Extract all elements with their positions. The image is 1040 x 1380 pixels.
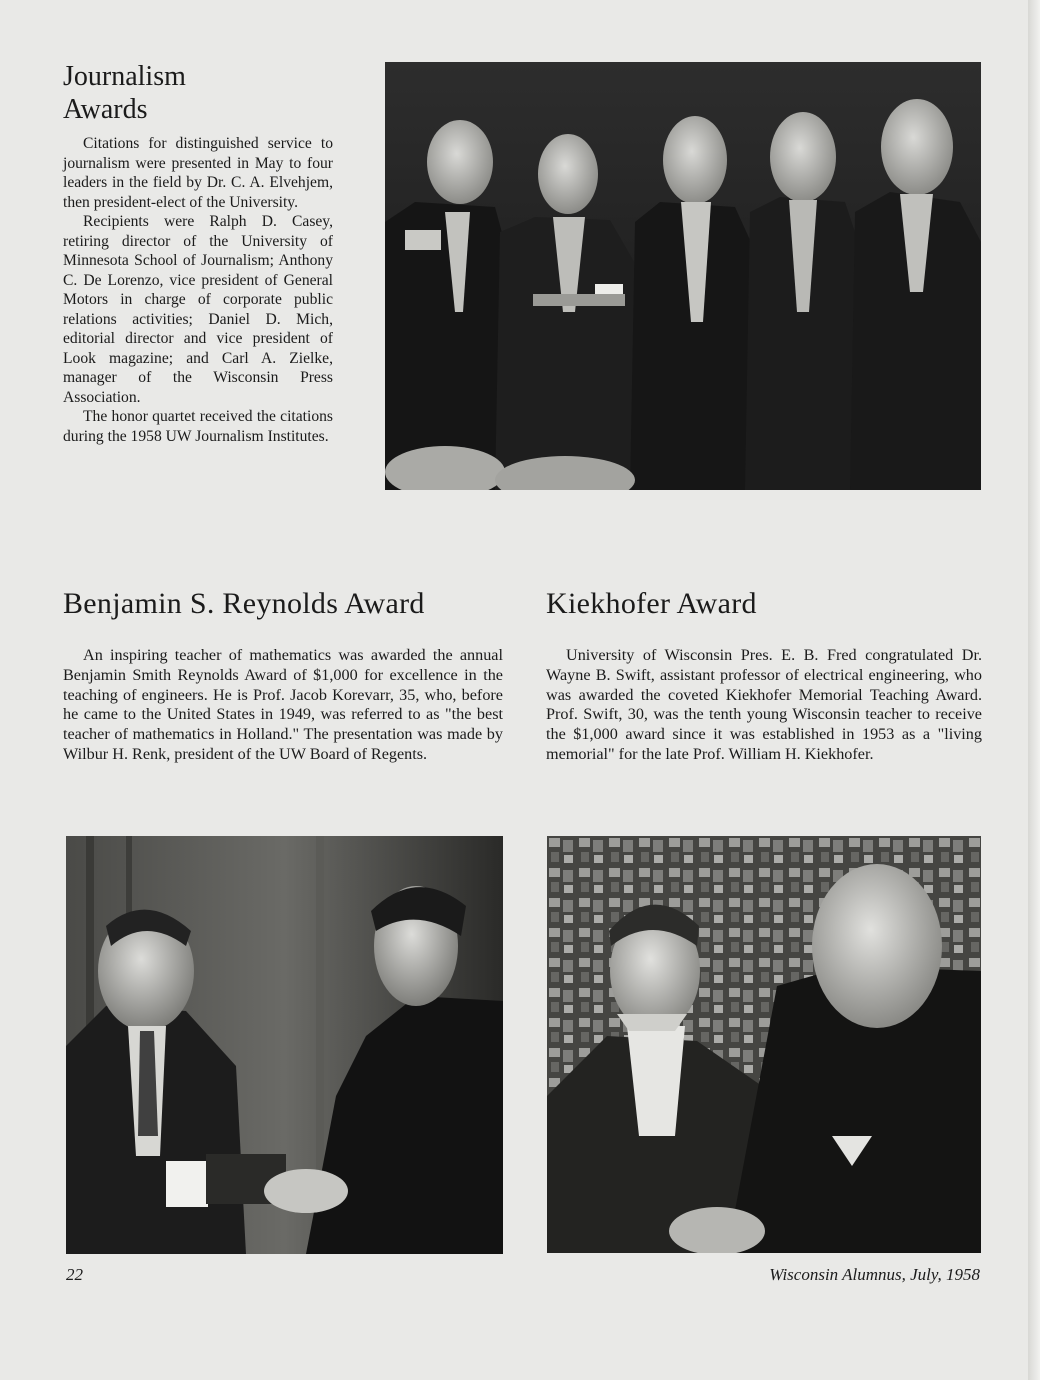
- journalism-title-line2: Awards: [63, 94, 148, 125]
- publication-line: Wisconsin Alumnus, July, 1958: [769, 1265, 980, 1284]
- journalism-paragraph-1: Citations for distinguished service to journalism were presented in May to four leaders in the field by Dr. C. A. Elvehjem, then president-elect of the University.: [63, 135, 333, 211]
- journalism-paragraph-2: Recipients were Ralph D. Casey, retiring director of the University of Minnesota School of Journalism; Anthony C. De Lorenzo, vice president of General Motors in charge of corporate public relations activities; Daniel D. Mich, editorial director and vice president of Look magazine; and Carl A. Zielke, manager of the Wisconsin Press Association.: [63, 213, 333, 406]
- journalism-group-photo: [385, 62, 981, 490]
- kiekhofer-heading: Kiekhofer Award: [546, 587, 757, 620]
- reynolds-text: An inspiring teacher of mathematics was awarded the annual Benjamin Smith Reynolds Award of $1,000 for excellence in the teaching of engineers. He is Prof. Jacob Korevarr, 35, who, before he came to the United States in 1949, was referred to as "the best teacher of mathematics in Holland." The presentation was made by Wilbur H. Renk, president of the UW Board of Regents.: [63, 646, 503, 763]
- reynolds-heading: Benjamin S. Reynolds Award: [63, 587, 425, 620]
- kiekhofer-text: University of Wisconsin Pres. E. B. Fred congratulated Dr. Wayne B. Swift, assistant professor of electrical engineering, who was awarded the coveted Kiekhofer Memorial Teaching Award. Prof. Swift, 30, was the tenth young Wisconsin teacher to receive the $1,000 award since it was established in 1953 as a "living memorial" for the late Prof. William H. Kiekhofer.: [546, 646, 982, 763]
- reynolds-photo: [66, 836, 503, 1254]
- journalism-heading: [63, 60, 363, 126]
- kiekhofer-photo: [547, 836, 981, 1253]
- journalism-paragraph-3: The honor quartet received the citations during the 1958 UW Journalism Institutes.: [63, 408, 333, 445]
- journalism-body: [63, 134, 333, 446]
- page-number: 22: [66, 1265, 83, 1284]
- page-edge: [1028, 0, 1040, 1380]
- journalism-title-line1: Journalism: [63, 61, 186, 92]
